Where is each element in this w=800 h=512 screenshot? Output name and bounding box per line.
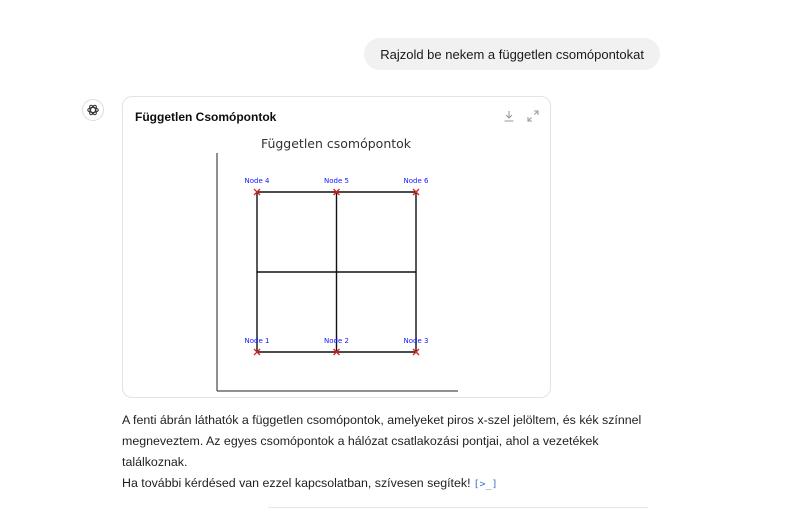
openai-logo-icon — [86, 103, 100, 117]
chart-card-title: Független Csomópontok — [135, 110, 277, 124]
node-label: Node 5 — [324, 177, 349, 185]
node-label: Node 2 — [324, 337, 349, 345]
node-label: Node 6 — [403, 177, 429, 185]
node-label: Node 4 — [244, 177, 270, 185]
chart-title: Független csomópontok — [260, 136, 412, 151]
code-citation-icon[interactable]: [>_] — [473, 479, 498, 490]
node-label: Node 3 — [403, 337, 429, 345]
assistant-message — [122, 410, 652, 495]
user-message-bubble — [364, 38, 660, 70]
assistant-message-line: Ha további kérdésed van ezzel kapcsolatban, szívesen segítek! — [122, 476, 471, 490]
chart — [123, 97, 550, 397]
assistant-message-line: megneveztem. Az egyes csomópontok a hálózat csatlakozási pontjai, ahol a vezetékek találkoznak. — [122, 434, 599, 469]
composer-top-edge — [268, 507, 648, 508]
node-label: Node 1 — [244, 337, 270, 345]
user-message-text: Rajzold be nekem a független csomópontokat — [380, 46, 644, 62]
assistant-avatar — [82, 99, 104, 121]
assistant-message-line: A fenti ábrán láthatók a független csomópontok, amelyeket piros x-szel jelöltem, és kék színnel — [122, 413, 642, 427]
chart-card — [122, 96, 551, 398]
